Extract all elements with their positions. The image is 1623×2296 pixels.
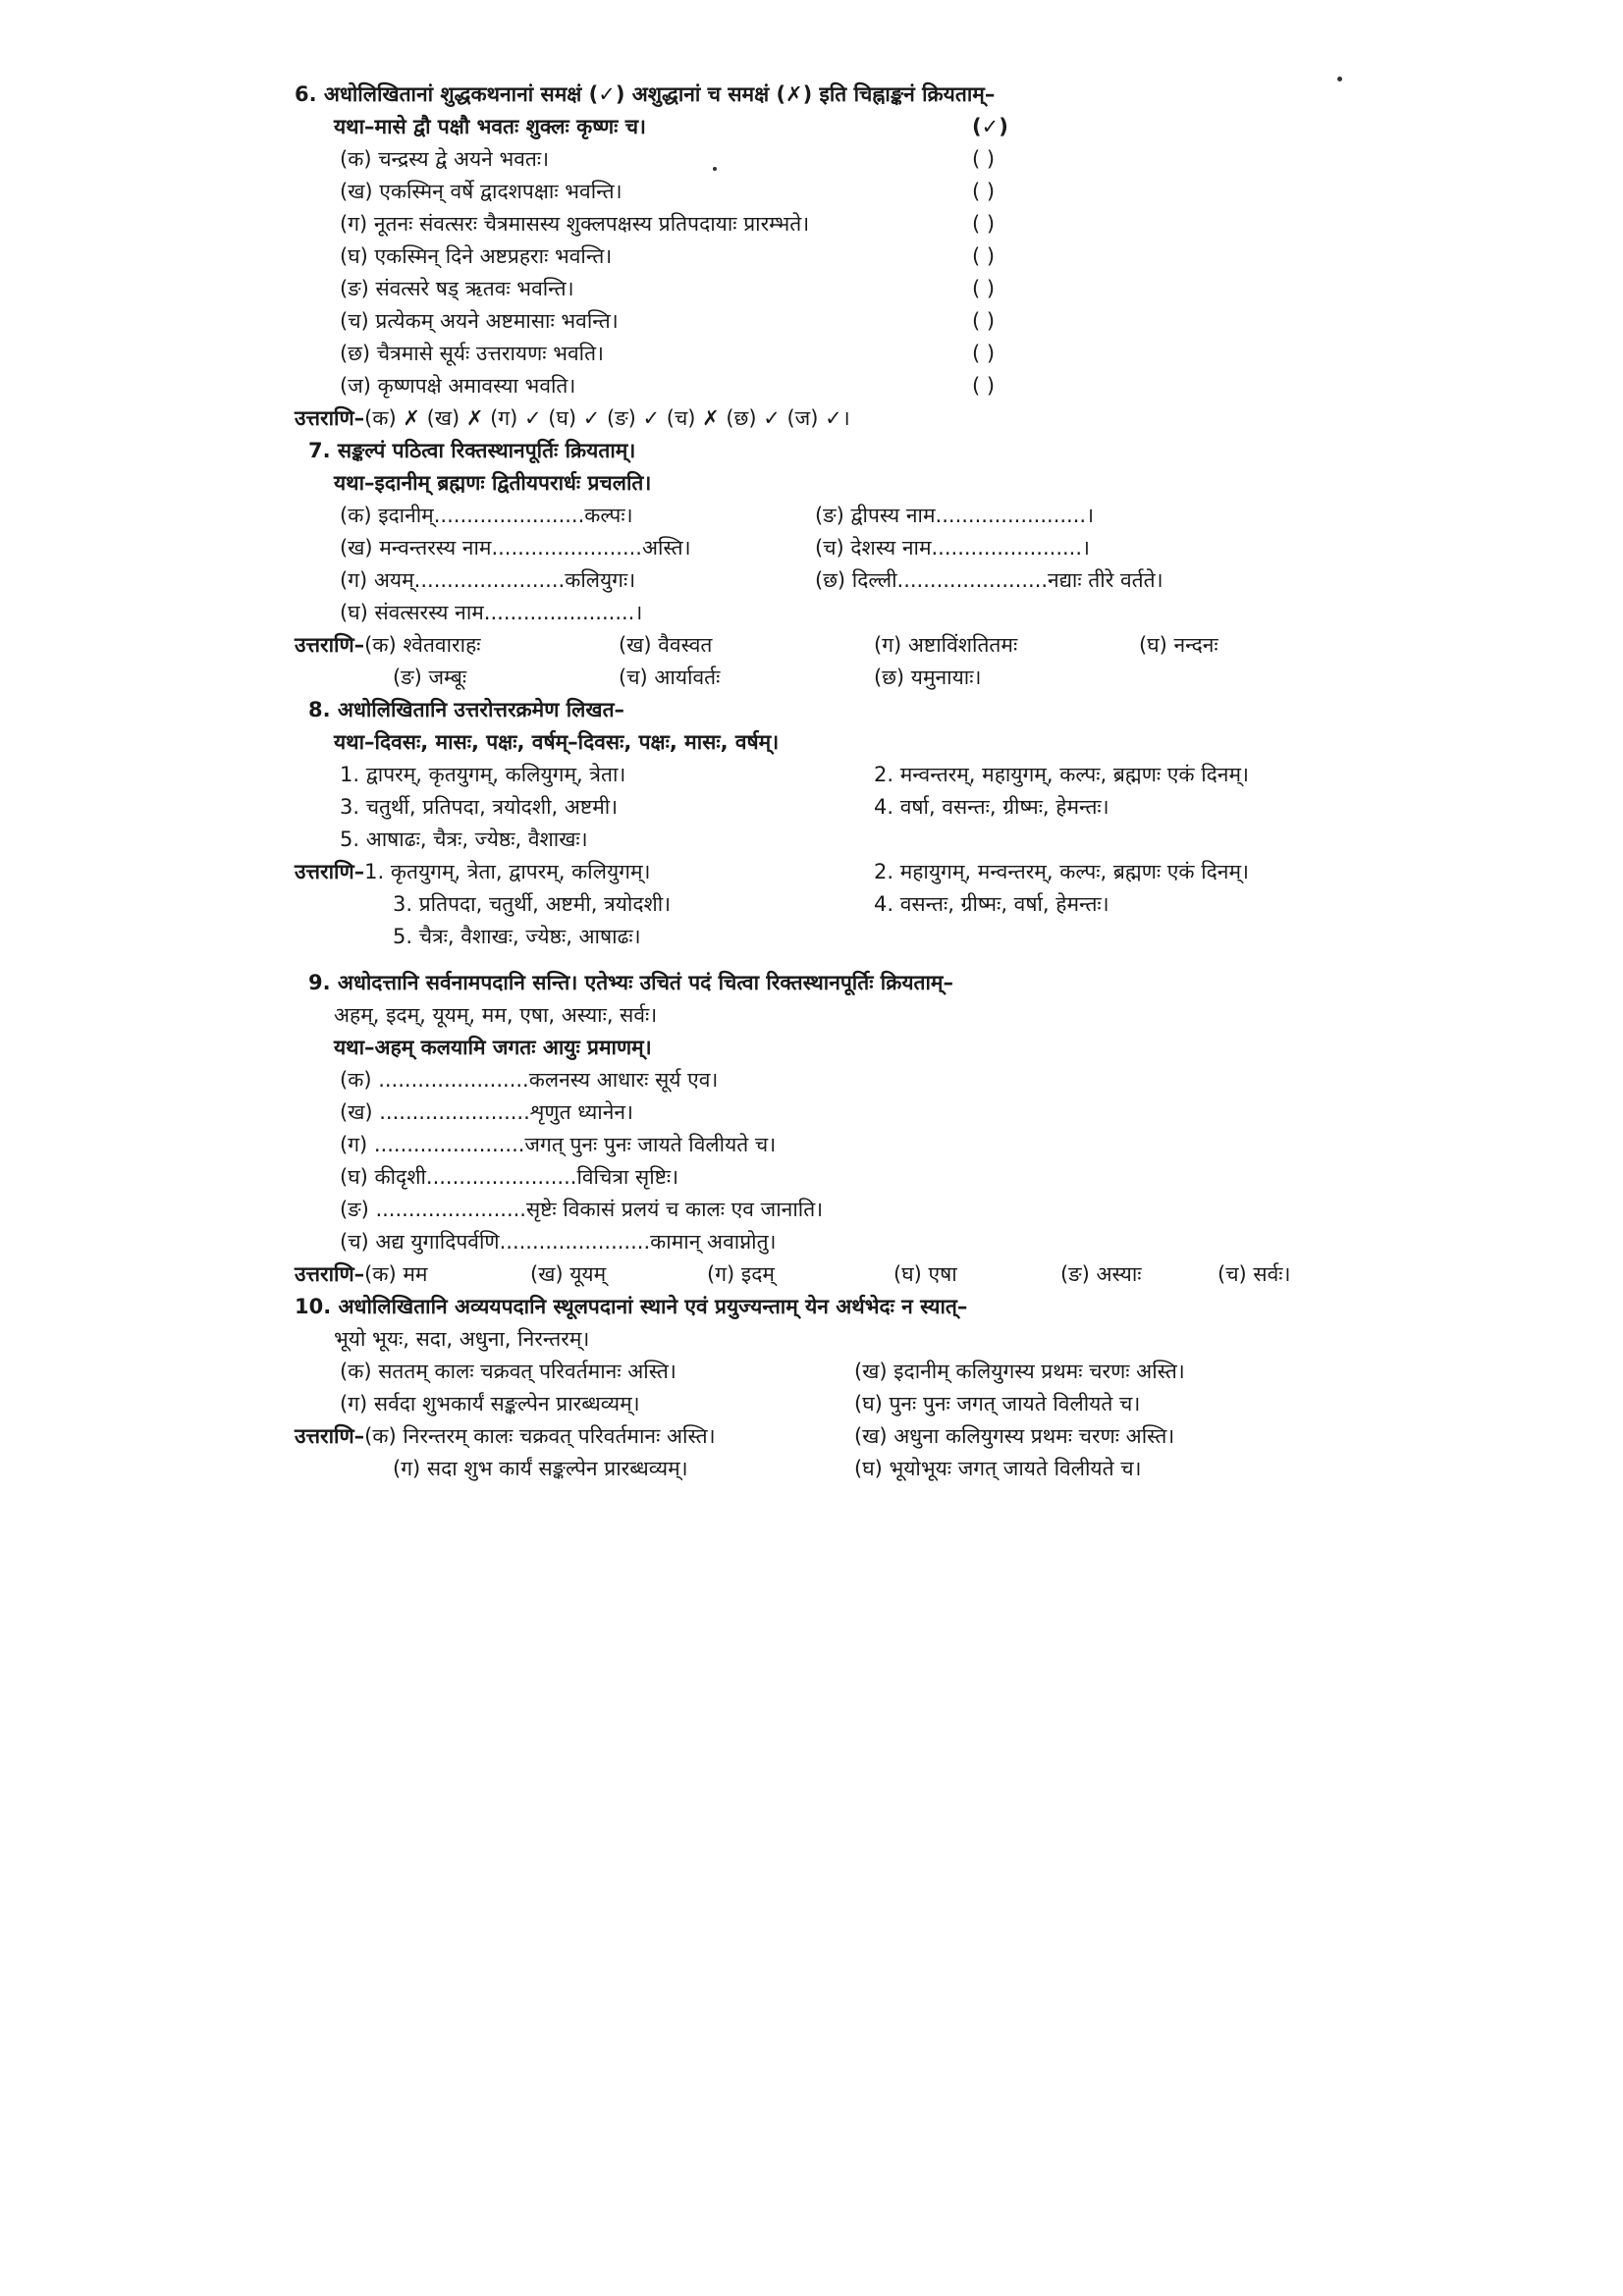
q7-item-row <box>295 500 1335 532</box>
q7-item: (ख) मन्वन्तरस्य नाम.......................अस्ति। <box>340 536 691 560</box>
q9-item: (ङ) .......................सृष्टेः विकासं प्रलयं च कालः एव जानाति। <box>340 1198 824 1221</box>
q9-answers-row <box>295 1258 1335 1291</box>
q10-item: (ख) इदानीम् कलियुगस्य प्रथमः चरणः अस्ति। <box>854 1360 1185 1383</box>
q6-item-text: (छ) चैत्रमासे सूर्यः उत्तरायणः भवति। <box>340 342 605 365</box>
q10-word-bank: भूयो भूयः, सदा, अधुना, निरन्तरम्। <box>334 1327 590 1351</box>
q6-item-text: (ग) नूतनः संवत्सरः चैत्रमासस्य शुक्लपक्षस्य प्रतिपदायाः प्रारम्भते। <box>340 212 810 236</box>
q8-item: 5. आषाढः, चैत्रः, ज्येष्ठः, वैशाखः। <box>340 828 588 851</box>
q6-item-text: (ख) एकस्मिन् वर्षे द्वादशपक्षाः भवन्ति। <box>340 180 622 203</box>
q6-item-text: (च) प्रत्येकम् अयने अष्टमासाः भवन्ति। <box>340 309 619 333</box>
q8-answers-row <box>295 856 1335 888</box>
q8-item: 3. चतुर्थी, प्रतिपदा, त्रयोदशी, अष्टमी। <box>340 795 619 819</box>
answers-label: उत्तराणि– <box>295 1262 365 1286</box>
q10-item: (क) सततम् कालः चक्रवत् परिवर्तमानः अस्ति। <box>340 1360 676 1383</box>
q7-answer: (च) आर्यावर्तः <box>619 666 721 689</box>
q9-answer: (च) सर्वः। <box>1217 1262 1291 1286</box>
q6-item-mark: ( ) <box>972 147 996 171</box>
q9-word-bank: अहम्, इदम्, यूयम्, मम, एषा, अस्याः, सर्वः। <box>334 1003 658 1027</box>
q9-answer: (घ) एषा <box>893 1262 957 1286</box>
q6-item-text: (ङ) संवत्सरे षड् ऋतवः भवन्ति। <box>340 277 574 300</box>
q7-item: (ग) अयम्.......................कलियुगः। <box>340 568 636 592</box>
answers-label: उत्तराणि– <box>295 1424 365 1448</box>
q6-item-mark: ( ) <box>972 277 996 300</box>
q6-item <box>295 370 1335 402</box>
q10-item-row <box>295 1388 1335 1420</box>
q6-item <box>295 240 1335 273</box>
q8-item: 1. द्वापरम्, कृतयुगम्, कलियुगम्, त्रेता। <box>340 763 626 786</box>
q6-item <box>295 305 1335 338</box>
q6-item-text: (घ) एकस्मिन् दिने अष्टप्रहराः भवन्ति। <box>340 244 613 268</box>
q9-example: यथा–अहम् कलयामि जगतः आयुः प्रमाणम्। <box>334 1036 652 1059</box>
q8-heading: 8. अधोलिखितानि उत्तरोत्तरक्रमेण लिखत– <box>308 698 625 721</box>
q6-answer-text: (क) ✗ (ख) ✗ (ग) ✓ (घ) ✓ (ङ) ✓ (च) ✗ (छ) ✓ (ज) ✓। <box>364 406 850 430</box>
q8-answer: 3. प्रतिपदा, चतुर्थी, अष्टमी, त्रयोदशी। <box>393 892 672 916</box>
q9-answer: (ख) यूयम् <box>530 1262 607 1286</box>
q6-item-mark: ( ) <box>972 244 996 268</box>
q6-heading: 6. अधोलिखितानां शुद्धकथनानां समक्षं (✓) अशुद्धानां च समक्षं (✗) इति चिह्नाङ्कनं क्रियताम्– <box>295 82 996 106</box>
q6-item <box>295 176 1335 208</box>
worksheet-page <box>295 79 1335 1485</box>
q6-item-mark: ( ) <box>972 342 996 365</box>
q9-answer: (ग) इदम् <box>707 1262 775 1286</box>
q7-item: (घ) संवत्सरस्य नाम.......................। <box>340 601 643 624</box>
q6-item <box>295 338 1335 370</box>
q7-answer: (ङ) जम्बूः <box>393 666 467 689</box>
q9-item: (ख) .......................शृणुत ध्यानेन। <box>340 1100 633 1124</box>
answers-label: उत्तराणि– <box>295 633 365 657</box>
q7-example: यथा–इदानीम् ब्रह्मणः द्वितीयपरार्धः प्रचलति। <box>334 471 652 495</box>
q8-item-row <box>295 791 1335 824</box>
q7-answer: (घ) नन्दनः <box>1139 633 1218 657</box>
q7-answers-row <box>295 662 1335 694</box>
q7-item-row <box>295 597 1335 629</box>
q7-answer: (ख) वैवस्वत <box>619 633 713 657</box>
q9-item: (घ) कीदृशी.......................विचित्रा सृष्टिः। <box>340 1165 679 1189</box>
q6-example-mark: (✓) <box>972 115 1008 138</box>
answers-label: उत्तराणि– <box>295 406 365 430</box>
q6-item-mark: ( ) <box>972 309 996 333</box>
q6-example <box>295 111 1335 143</box>
q7-answer: (छ) यमुनायाः। <box>874 666 982 689</box>
q8-example: यथा–दिवसः, मासः, पक्षः, वर्षम्–दिवसः, पक्षः, मासः, वर्षम्। <box>334 730 780 754</box>
q6-item-text: (ज) कृष्णपक्षे अमावस्या भवति। <box>340 374 576 398</box>
q10-answer: (घ) भूयोभूयः जगत् जायते विलीयते च। <box>854 1457 1142 1480</box>
scan-speck <box>1337 77 1342 81</box>
q6-item <box>295 273 1335 305</box>
q8-answers-row <box>295 921 1335 953</box>
q9-item: (ग) .......................जगत् पुनः पुनः जायते विलीयते च। <box>340 1133 777 1156</box>
q10-answer: (क) निरन्तरम् कालः चक्रवत् परिवर्तमानः अस्ति। <box>364 1424 716 1448</box>
q7-heading: 7. सङ्कल्पं पठित्वा रिक्तस्थानपूर्तिः क्रियताम्। <box>308 439 636 462</box>
q7-answer: (क) श्वेतवाराहः <box>364 633 481 657</box>
q10-answers-row <box>295 1453 1335 1485</box>
q8-answer: 4. वसन्तः, ग्रीष्मः, वर्षा, हेमन्तः। <box>874 892 1109 916</box>
q6-item-mark: ( ) <box>972 212 996 236</box>
q7-item: (क) इदानीम्.......................कल्पः। <box>340 504 633 527</box>
q6-item <box>295 143 1335 176</box>
q6-item-text: (क) चन्द्रस्य द्वे अयने भवतः। <box>340 147 550 171</box>
q7-item: (च) देशस्य नाम.......................। <box>815 536 1090 560</box>
q7-answer: (ग) अष्टाविंशतितमः <box>874 633 1018 657</box>
q7-item-row <box>295 564 1335 597</box>
q8-item: 2. मन्वन्तरम्, महायुगम्, कल्पः, ब्रह्मणः एकं दिनम्। <box>874 763 1249 786</box>
q6-item-mark: ( ) <box>972 180 996 203</box>
q6-example-text: यथा–मासे द्वौ पक्षौ भवतः शुक्लः कृष्णः च। <box>334 115 646 138</box>
q8-answers-row <box>295 888 1335 921</box>
q8-item-row <box>295 759 1335 791</box>
q8-answer: 1. कृतयुगम्, त्रेता, द्वापरम्, कलियुगम्। <box>364 860 651 883</box>
q10-heading: 10. अधोलिखितानि अव्ययपदानि स्थूलपदानां स्थाने एवं प्रयुज्यन्ताम् येन अर्थभेदः न स्यात्– <box>295 1295 968 1318</box>
q9-item: (क) .......................कलनस्य आधारः सूर्य एव। <box>340 1068 719 1092</box>
q7-item-row <box>295 532 1335 564</box>
q8-item-row <box>295 824 1335 856</box>
q10-answers-row <box>295 1420 1335 1453</box>
q9-answer: (ङ) अस्याः <box>1060 1262 1142 1286</box>
q6-item-mark: ( ) <box>972 374 996 398</box>
q7-item: (ङ) द्वीपस्य नाम.......................। <box>815 504 1095 527</box>
q10-item: (घ) पुनः पुनः जगत् जायते विलीयते च। <box>854 1392 1141 1415</box>
q10-item-row <box>295 1356 1335 1388</box>
q8-answer: 2. महायुगम्, मन्वन्तरम्, कल्पः, ब्रह्मणः एकं दिनम्। <box>874 860 1249 883</box>
q9-item: (च) अद्य युगादिपर्वणि.......................कामान् अवाप्नोतु। <box>340 1230 777 1254</box>
q8-answer: 5. चैत्रः, वैशाखः, ज्येष्ठः, आषाढः। <box>393 925 641 948</box>
q8-item: 4. वर्षा, वसन्तः, ग्रीष्मः, हेमन्तः। <box>874 795 1109 819</box>
q9-answer: (क) मम <box>364 1262 428 1286</box>
q10-answer: (ख) अधुना कलियुगस्य प्रथमः चरणः अस्ति। <box>854 1424 1175 1448</box>
q6-answers <box>295 402 1335 435</box>
answers-label: उत्तराणि– <box>295 860 365 883</box>
q10-answer: (ग) सदा शुभ कार्यं सङ्कल्पेन प्रारब्धव्यम्। <box>393 1457 688 1480</box>
q7-answers-row <box>295 629 1335 662</box>
q7-item: (छ) दिल्ली.......................नद्याः तीरे वर्तते। <box>815 568 1163 592</box>
q6-item <box>295 208 1335 240</box>
q10-item: (ग) सर्वदा शुभकार्यं सङ्कल्पेन प्रारब्धव्यम्। <box>340 1392 640 1415</box>
q9-heading: 9. अधोदत्तानि सर्वनामपदानि सन्ति। एतेभ्यः उचितं पदं चित्वा रिक्तस्थानपूर्तिः क्रियताम्– <box>308 971 953 994</box>
